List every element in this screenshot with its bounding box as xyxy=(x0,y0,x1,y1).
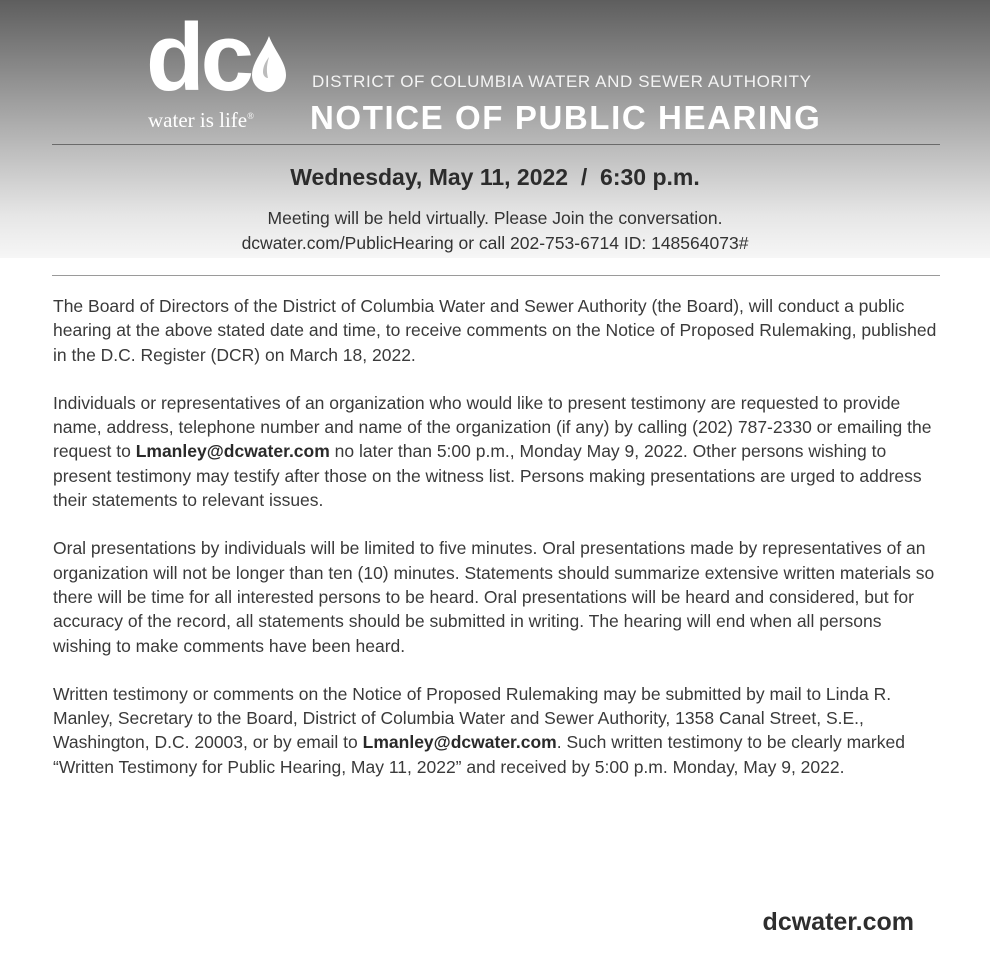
notice-title: NOTICE OF PUBLIC HEARING xyxy=(310,99,822,136)
paragraph-oral-presentations: Oral presentations by individuals will be limited to five minutes. Oral presentations made by representatives of an organization will not be longer than ten (10) minutes. Statements should summarize extensive written materials so there will be time for all interested persons to be heard. Oral presentations will be heard and considered, but for accuracy of the record, all statements should be submitted in writing. The hearing will end when all persons wishing to make comments have been heard. xyxy=(53,538,935,656)
notice-body xyxy=(53,294,943,803)
paragraph-written-testimony xyxy=(53,682,943,779)
email-link[interactable]: Lmanley@dcwater.com xyxy=(135,441,330,462)
footer-website-link[interactable]: dcwater.com xyxy=(762,908,914,936)
organization-name: DISTRICT OF COLUMBIA WATER AND SEWER AUTHORITY xyxy=(312,72,812,91)
meeting-info xyxy=(0,206,990,256)
meeting-info-line-1: Meeting will be held virtually. Please Join the conversation. xyxy=(267,208,723,228)
dc-water-logo xyxy=(140,4,300,138)
meeting-info-line-2: dcwater.com/PublicHearing or call 202-753-6714 ID: 148564073# xyxy=(241,233,749,253)
info-divider xyxy=(52,275,940,276)
paragraph-text: no later than 5:00 p.m., Monday May 9, 2022. Other persons wishing to present testimony may testify after those on the witness list. Persons making presentations are urged to address their statements to relevant issues. xyxy=(53,441,922,511)
paragraph-testimony-request xyxy=(53,391,943,512)
paragraph-text: Individuals or representatives of an organization who would like to present testimony are requested to provide name, address, telephone number and name of the organization (if any) by calling (202) 787-2330 or emailing the request to xyxy=(53,392,932,462)
paragraph-hearing: The Board of Directors of the District of Columbia Water and Sewer Authority (the Board), will conduct a public hearing at the above stated date and time, to receive comments on the Notice of Proposed Rulemaking, published in the D.C. Register (DCR) on March 18, 2022. xyxy=(53,296,937,365)
logo-tagline: water is life® xyxy=(148,108,254,132)
paragraph-text: Written testimony or comments on the Notice of Proposed Rulemaking may be submitted by mail to Linda R. Manley, Secretary to the Board, District of Columbia Water and Sewer Authority, 1358 Canal Street, S.E., Washington, D.C. 20003, or by email to xyxy=(53,683,892,753)
meeting-date: Wednesday, May 11, 2022 / 6:30 p.m. xyxy=(290,164,700,190)
logo-letters: dc xyxy=(146,4,251,111)
paragraph-text: . Such written testimony to be clearly marked “Written Testimony for Public Hearing, May 11, 2022” and received by 5:00 p.m. Monday, May 9, 2022. xyxy=(53,732,905,777)
header-divider xyxy=(52,144,940,145)
email-link[interactable]: Lmanley@dcwater.com xyxy=(362,732,557,753)
water-drop-icon xyxy=(250,34,288,94)
